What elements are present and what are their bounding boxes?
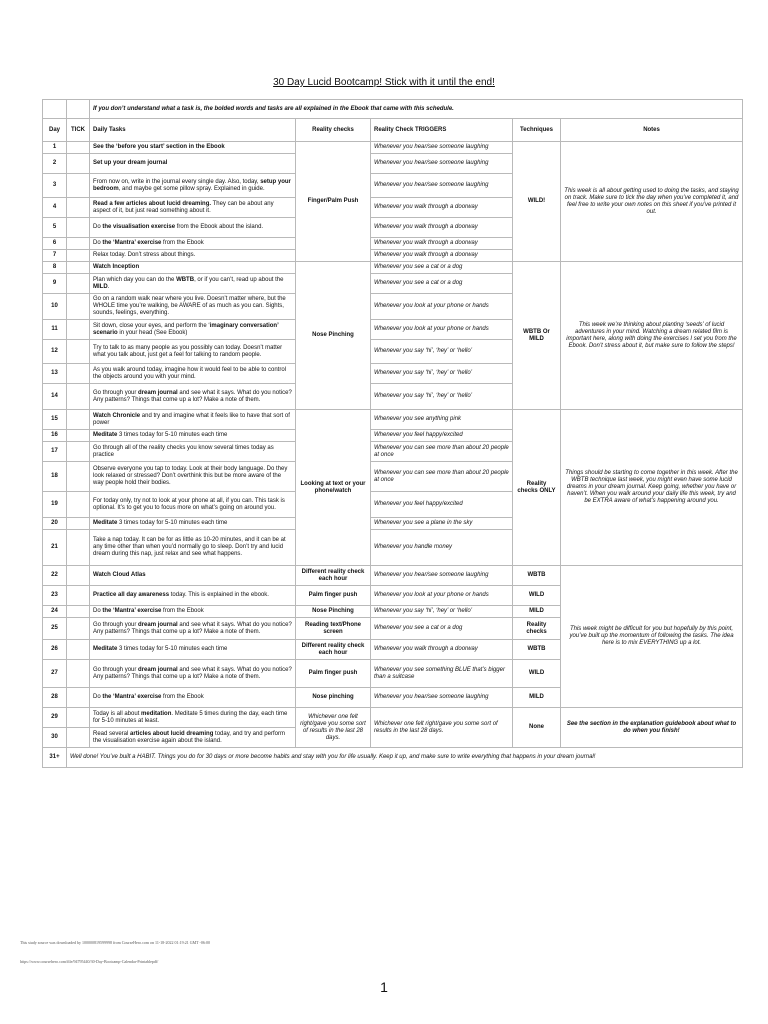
technique: MILD	[513, 688, 561, 708]
tick-cell[interactable]	[67, 462, 90, 492]
daily-task	[90, 530, 296, 566]
day-number: 10	[43, 294, 67, 320]
reality-check: Different reality check each hour	[296, 640, 371, 660]
trigger: Whenever you handle money	[371, 530, 513, 566]
task-text: 3 times today for 5-10 minutes each time	[117, 520, 228, 526]
trigger: Whenever you hear/see someone laughing	[371, 174, 513, 198]
trigger: Whenever you see a cat or a dog	[371, 618, 513, 640]
bootcamp-schedule-table	[42, 99, 743, 768]
task-text: from the Ebook	[161, 608, 204, 614]
tick-cell[interactable]	[67, 384, 90, 410]
reality-check: Reading text/Phone screen	[296, 618, 371, 640]
header-day: Day	[43, 119, 67, 142]
header-techniques: Techniques	[513, 119, 561, 142]
trigger: Whenever you hear/see someone laughing	[371, 566, 513, 586]
daily-task	[90, 492, 296, 518]
trigger: Whenever you see a cat or a dog	[371, 262, 513, 274]
tick-cell[interactable]	[67, 640, 90, 660]
daily-task	[90, 384, 296, 410]
task-bold-text: dream journal	[138, 621, 178, 628]
day-number: 24	[43, 606, 67, 618]
day-number: 29	[43, 708, 67, 728]
technique: WILD	[513, 660, 561, 688]
notes: This week might be difficult for you but hopefully by this point, you’ve built up the momentum of following the tasks. The idea here is to mix EVERYTHING up a lot.	[561, 566, 743, 708]
task-bold-text: the visualisation exercise	[102, 224, 176, 230]
task-text: Read several	[93, 730, 131, 737]
notes: Things should be starting to come together in this week. After the WBTB technique last week, you might even have some lucid dreams in your dream journal. Keep going, whether you have or haven’t. When you walk around your daily life this week, try and be EXTRA aware of what’s happening around you.	[561, 410, 743, 566]
notes: This week we’re thinking about planting ‘seeds’ of lucid adventures in your mind. Watching a dream related film is important here, along with doing the exercises I set you from the Ebook. Don’t stress about it, but make sure to follow the steps!	[561, 262, 743, 410]
day-number: 23	[43, 586, 67, 606]
tick-cell[interactable]	[67, 410, 90, 430]
technique: MILD	[513, 606, 561, 618]
notes: This week is all about getting used to doing the tasks, and staying on track. Make sure to tick the day when you’ve completed it, and feel free to write your own notes on this sheet if you’ve printed it out.	[561, 142, 743, 262]
daily-task	[90, 586, 296, 606]
task-text: Today is all about	[93, 710, 142, 717]
task-text: Go through your	[93, 621, 139, 628]
day-number: 21	[43, 530, 67, 566]
page-title: 30 Day Lucid Bootcamp! Stick with it until the end!	[273, 77, 495, 88]
source-url: https://www.coursehero.com/file/94795440/30-Day-Bootcamp-Calendar-Printablepdf/	[20, 959, 159, 964]
task-bold-text: Read a few articles about lucid dreaming.	[93, 200, 212, 207]
daily-task	[90, 218, 296, 238]
tick-cell[interactable]	[67, 492, 90, 518]
task-bold-text: MILD	[93, 283, 108, 290]
tick-cell[interactable]	[67, 586, 90, 606]
task-bold-text: Set up your dream journal	[93, 160, 168, 166]
task-text: Do	[93, 694, 103, 700]
task-bold-text: the ‘Mantra’ exercise	[102, 240, 162, 246]
task-text: Observe everyone you tap to today. Look at their body language. Do they look relaxed or stressed? Don’t overthink this but be more aware of the way people hold their bodies.	[93, 466, 288, 486]
day-number: 15	[43, 410, 67, 430]
task-text: Go through all of the reality checks you know several times today as practice	[93, 444, 274, 458]
trigger: Whenever you walk through a doorway	[371, 250, 513, 262]
trigger: Whenever you say ‘hi’, ‘hey’ or ‘hello’	[371, 340, 513, 364]
daily-task	[90, 462, 296, 492]
task-text: For today only, try not to look at your phone at all, if you can. This task is optional. It’s to get you to focus more on what’s going on around you.	[93, 497, 285, 511]
task-text: Go through your	[93, 389, 139, 396]
daily-task	[90, 142, 296, 154]
header-daily-tasks: Daily Tasks	[90, 119, 296, 142]
daily-task	[90, 660, 296, 688]
task-text: Try to talk to as many people as you possibly can today. Doesn’t matter what you talk about, just get a feel for talking to random people.	[93, 344, 283, 358]
task-bold-text: dream journal	[138, 389, 178, 396]
task-text: Plan which day you can do the	[93, 276, 177, 283]
task-text: 3 times today for 5-10 minutes each time	[117, 432, 228, 438]
day-number: 17	[43, 442, 67, 462]
reality-check: Different reality check each hour	[296, 566, 371, 586]
task-text: Relax today. Don’t stress about things.	[93, 252, 196, 258]
reality-check: Whichever one felt right/gave you some sort of results in the last 28 days.	[296, 708, 371, 748]
tick-cell[interactable]	[67, 430, 90, 442]
reality-check: Looking at text or your phone/watch	[296, 410, 371, 566]
trigger: Whenever you walk through a doorway	[371, 198, 513, 218]
day-number: 5	[43, 218, 67, 238]
daily-task	[90, 618, 296, 640]
task-bold-text: setup your bedroom	[93, 178, 291, 192]
header-tick: TICK	[67, 119, 90, 142]
task-bold-text: WBTB	[176, 276, 195, 283]
tick-cell[interactable]	[67, 294, 90, 320]
task-text: , and maybe get some pillow spray. Explained in guide.	[118, 185, 265, 192]
task-text: Do	[93, 608, 103, 614]
daily-task	[90, 320, 296, 340]
day-number: 19	[43, 492, 67, 518]
download-notice: This study source was downloaded by 100000819599998 from CourseHero.com on 11-18-2022 01:19:21 GMT -06:00	[20, 940, 210, 945]
task-text: from the Ebook	[161, 240, 204, 246]
day-number: 3	[43, 174, 67, 198]
day-number: 7	[43, 250, 67, 262]
tick-cell[interactable]	[67, 154, 90, 174]
day-number: 18	[43, 462, 67, 492]
task-text: They can be about any aspect of it, but just read something about it.	[93, 200, 274, 214]
day-number: 27	[43, 660, 67, 688]
trigger: Whenever you look at your phone or hands	[371, 586, 513, 606]
task-text: Go through your	[93, 666, 139, 673]
trigger: Whenever you hear/see someone laughing	[371, 142, 513, 154]
trigger: Whenever you see something BLUE that’s bigger than a suitcase	[371, 660, 513, 688]
day-number: 30	[43, 728, 67, 748]
task-text: in your head (See Ebook)	[117, 329, 188, 336]
day-number: 9	[43, 274, 67, 294]
task-text: Sit down, close your eyes, and perform the ‘	[93, 322, 210, 329]
reality-check: Nose Pinching	[296, 606, 371, 618]
table-row	[43, 142, 743, 154]
trigger: Whenever you can see more than about 20 people at once	[371, 442, 513, 462]
task-text: From now on, write in the journal every single day. Also, today,	[93, 178, 261, 185]
technique: WILD!	[513, 142, 561, 262]
task-bold-text: Meditate	[93, 432, 118, 438]
daily-task	[90, 364, 296, 384]
day-number: 14	[43, 384, 67, 410]
reality-check: Palm finger push	[296, 660, 371, 688]
daily-task	[90, 154, 296, 174]
day-number: 4	[43, 198, 67, 218]
technique: WBTB	[513, 640, 561, 660]
daily-task	[90, 518, 296, 530]
tick-cell[interactable]	[67, 688, 90, 708]
header-reality-checks: Reality checks	[296, 119, 371, 142]
task-bold-text: Meditate	[93, 520, 118, 526]
task-text: from the Ebook about the island.	[175, 224, 264, 230]
trigger: Whenever you look at your phone or hands	[371, 320, 513, 340]
daily-task	[90, 250, 296, 262]
reality-check: Palm finger push	[296, 586, 371, 606]
task-text: and see what it says. What do you notice? Any patterns? Things that come up a lot? Make a note of them.	[93, 666, 292, 680]
table-row	[43, 708, 743, 728]
task-text: today. This is explained in the ebook.	[169, 592, 269, 598]
daily-task	[90, 198, 296, 218]
tick-cell[interactable]	[67, 274, 90, 294]
table-row	[43, 262, 743, 274]
task-text: and see what it says. What do you notice? Any patterns? Things that come up a lot? Make a note of them.	[93, 621, 292, 635]
daily-task	[90, 274, 296, 294]
task-text: , or if you can’t, read up about the	[194, 276, 284, 283]
day-number: 11	[43, 320, 67, 340]
tick-cell[interactable]	[67, 198, 90, 218]
reality-check: Nose Pinching	[296, 262, 371, 410]
day-number: 22	[43, 566, 67, 586]
day-number: 1	[43, 142, 67, 154]
tick-cell[interactable]	[67, 660, 90, 688]
header-triggers: Reality Check TRIGGERS	[371, 119, 513, 142]
tick-cell[interactable]	[67, 262, 90, 274]
daily-task	[90, 410, 296, 430]
task-text: Do	[93, 224, 103, 230]
task-text: Do	[93, 240, 103, 246]
technique: Reality checks	[513, 618, 561, 640]
trigger: Whenever you hear/see someone laughing	[371, 688, 513, 708]
tick-cell[interactable]	[67, 708, 90, 728]
trigger: Whichever one felt right/gave you some sort of results in the last 28 days.	[371, 708, 513, 748]
daily-task	[90, 294, 296, 320]
daily-task	[90, 238, 296, 250]
task-bold-text: Watch Inception	[93, 264, 140, 270]
daily-task	[90, 606, 296, 618]
daily-task	[90, 728, 296, 748]
trigger: Whenever you see a plane in the sky	[371, 518, 513, 530]
daily-task	[90, 640, 296, 660]
notes: See the section in the explanation guidebook about what to do when you finish!	[561, 708, 743, 748]
day-number: 25	[43, 618, 67, 640]
task-bold-text: the ‘Mantra’ exercise	[102, 608, 162, 614]
tick-cell[interactable]	[67, 728, 90, 748]
day-number: 12	[43, 340, 67, 364]
day-number: 28	[43, 688, 67, 708]
day-number: 2	[43, 154, 67, 174]
task-text: Go on a random walk near where you live. Doesn’t matter where, but the WHOLE time you’re walking, be AWARE of as much as you can. Sights, sounds, feelings, everything.	[93, 296, 286, 316]
trigger: Whenever you hear/see someone laughing	[371, 154, 513, 174]
header-notes: Notes	[561, 119, 743, 142]
task-bold-text: Watch Cloud Atlas	[93, 572, 146, 578]
day-number: 31+	[43, 748, 67, 768]
tick-cell[interactable]	[67, 250, 90, 262]
tick-cell[interactable]	[67, 142, 90, 154]
reality-check: Nose pinching	[296, 688, 371, 708]
day-number: 13	[43, 364, 67, 384]
daily-task	[90, 262, 296, 274]
daily-task	[90, 340, 296, 364]
task-bold-text: dream journal	[138, 666, 178, 673]
task-text: Take a nap today. It can be for as little as 10-20 minutes, and it can be at any time other than when you’d normally go to sleep. Don’t try and lucid dream during this nap, just relax and see what happens.	[93, 537, 286, 557]
task-text: . Meditate 5 times during the day, each time for 5-10 minutes at least.	[93, 710, 288, 724]
tick-cell[interactable]	[67, 606, 90, 618]
trigger: Whenever you say ‘hi’, ‘hey’ or ‘hello’	[371, 384, 513, 410]
technique: WBTB	[513, 566, 561, 586]
trigger: Whenever you see anything pink	[371, 410, 513, 430]
task-text: today, and try and perform the visualisation exercise again about the island.	[93, 730, 285, 744]
task-bold-text: Watch Chronicle	[93, 412, 141, 419]
technique: Reality checks ONLY	[513, 410, 561, 566]
daily-task	[90, 430, 296, 442]
day-number: 26	[43, 640, 67, 660]
daily-task	[90, 174, 296, 198]
day-number: 6	[43, 238, 67, 250]
task-bold-text: Practice all day awareness	[93, 592, 170, 598]
tick-cell[interactable]	[67, 618, 90, 640]
header-row	[43, 119, 743, 142]
task-text: from the Ebook	[161, 694, 204, 700]
daily-task	[90, 708, 296, 728]
task-text: and see what it says. What do you notice? Any patterns? Things that come up a lot? Make a note of them.	[93, 389, 292, 403]
task-bold-text: Meditate	[93, 646, 118, 652]
technique: WBTB Or MILD	[513, 262, 561, 410]
trigger: Whenever you feel happy/excited	[371, 430, 513, 442]
technique: WILD	[513, 586, 561, 606]
trigger: Whenever you walk through a doorway	[371, 218, 513, 238]
trigger: Whenever you walk through a doorway	[371, 238, 513, 250]
intro-text: If you don’t understand what a task is, the bolded words and tasks are all explained in the Ebook that came with this schedule.	[90, 100, 743, 119]
tick-cell[interactable]	[67, 218, 90, 238]
table-row	[43, 566, 743, 586]
daily-task	[90, 688, 296, 708]
task-bold-text: imaginary conversation’ scenario	[93, 322, 279, 336]
final-message: Well done! You’ve built a HABIT. Things you do for 30 days or more become habits and stay with you for life usually. Keep it up, and make sure to write everything that happens in your dream journal!	[67, 748, 743, 768]
task-text: As you walk around today, imagine how it would feel to be able to control the objects around you with your mind.	[93, 366, 287, 380]
tick-cell[interactable]	[67, 442, 90, 462]
trigger: Whenever you feel happy/excited	[371, 492, 513, 518]
intro-row	[43, 100, 743, 119]
trigger: Whenever you say ‘hi’, ‘hey’ or ‘hello’	[371, 606, 513, 618]
daily-task	[90, 566, 296, 586]
tick-cell[interactable]	[67, 340, 90, 364]
tick-cell[interactable]	[67, 320, 90, 340]
task-bold-text: articles about lucid dreaming	[130, 730, 214, 737]
tick-cell[interactable]	[67, 566, 90, 586]
table-row	[43, 410, 743, 430]
day-number: 16	[43, 430, 67, 442]
tick-cell[interactable]	[67, 364, 90, 384]
trigger: Whenever you see a cat or a dog	[371, 274, 513, 294]
page-number: 1	[380, 979, 388, 995]
final-row	[43, 748, 743, 768]
reality-check: Finger/Palm Push	[296, 142, 371, 262]
tick-cell[interactable]	[67, 530, 90, 566]
task-text: 3 times today for 5-10 minutes each time	[117, 646, 228, 652]
trigger: Whenever you walk through a doorway	[371, 640, 513, 660]
task-text: and try and imagine what it feels like to have that sort of power	[93, 412, 290, 426]
tick-cell[interactable]	[67, 518, 90, 530]
task-text: .	[107, 283, 110, 290]
tick-cell[interactable]	[67, 238, 90, 250]
trigger: Whenever you look at your phone or hands	[371, 294, 513, 320]
tick-cell[interactable]	[67, 174, 90, 198]
daily-task	[90, 442, 296, 462]
task-bold-text: the ‘Mantra’ exercise	[102, 694, 162, 700]
day-number: 20	[43, 518, 67, 530]
trigger: Whenever you can see more than about 20 people at once	[371, 462, 513, 492]
day-number: 8	[43, 262, 67, 274]
task-bold-text: meditation	[141, 710, 172, 717]
trigger: Whenever you say ‘hi’, ‘hey’ or ‘hello’	[371, 364, 513, 384]
technique: None	[513, 708, 561, 748]
task-bold-text: See the ‘before you start’ section in the Ebook	[93, 144, 225, 150]
